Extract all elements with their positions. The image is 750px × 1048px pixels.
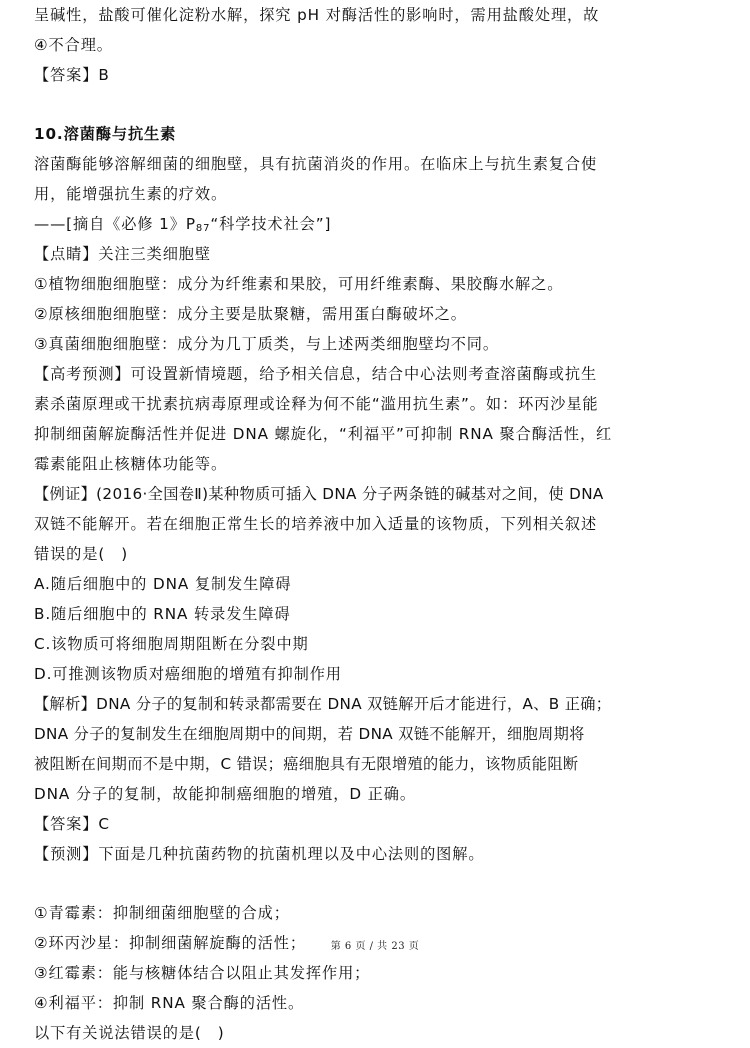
text-line: 霉素能阻止核糖体功能等。 — [34, 455, 228, 473]
option-d: D.可推测该物质对癌细胞的增殖有抑制作用 — [34, 665, 342, 683]
list-item: ①青霉素：抑制细菌细胞壁的合成； — [34, 904, 290, 922]
text-line: ①植物细胞细胞壁：成分为纤维素和果胶，可用纤维素酶、果胶酶水解之。 — [34, 275, 564, 293]
text-line: 素杀菌原理或干扰素抗病毒原理或诠释为何不能“滥用抗生素”。如：环丙沙星能 — [34, 395, 599, 413]
page-footer: 第 6 页 / 共 23 页 — [330, 941, 420, 952]
citation-line — [34, 209, 726, 239]
list-item: ②环丙沙星：抑制细菌解旋酶的活性； — [34, 934, 306, 952]
text-line: 被阻断在间期而不是中期，C 错误；癌细胞具有无限增殖的能力，该物质能阻断 — [34, 755, 579, 773]
citation-text: ——[摘自《必修 1》P — [34, 215, 196, 233]
text-line: 呈碱性，盐酸可催化淀粉水解，探究 pH 对酶活性的影响时，需用盐酸处理，故 — [34, 6, 600, 24]
text-line: ③真菌细胞细胞壁：成分为几丁质类，与上述两类细胞壁均不同。 — [34, 335, 499, 353]
text-line: 错误的是( ) — [34, 545, 129, 563]
text-line: 用，能增强抗生素的疗效。 — [34, 185, 228, 203]
text-line: 溶菌酶能够溶解细菌的细胞壁，具有抗菌消炎的作用。在临床上与抗生素复合使 — [34, 155, 598, 173]
section-heading: 10.溶菌酶与抗生素 — [34, 125, 177, 143]
answer-line: 【答案】C — [34, 815, 110, 833]
text-line: 【解析】DNA 分子的复制和转录都需要在 DNA 双链解开后才能进行，A、B 正确； — [34, 695, 612, 713]
list-item: ③红霉素：能与核糖体结合以阻止其发挥作用； — [34, 964, 371, 982]
text-line: DNA 分子的复制，故能抑制癌细胞的增殖，D 正确。 — [34, 785, 416, 803]
text-line: ②原核细胞细胞壁：成分主要是肽聚糖，需用蛋白酶破坏之。 — [34, 305, 467, 323]
text-line: 以下有关说法错误的是( ) — [34, 1024, 225, 1042]
text-line: 【点睛】关注三类细胞壁 — [34, 245, 211, 263]
answer-line: 【答案】B — [34, 66, 110, 84]
option-b: B.随后细胞中的 RNA 转录发生障碍 — [34, 605, 291, 623]
option-c: C.该物质可将细胞周期阻断在分裂中期 — [34, 635, 309, 653]
citation-page-subscript: 87 — [195, 223, 211, 234]
text-line: 【高考预测】可设置新情境题，给予相关信息，结合中心法则考查溶菌酶或抗生 — [34, 365, 598, 383]
text-line: 【例证】(2016·全国卷Ⅱ)某种物质可插入 DNA 分子两条链的碱基对之间，使 DNA — [34, 485, 604, 503]
citation-text-end: “科学技术社会”] — [210, 215, 332, 233]
text-line: 双链不能解开。若在细胞正常生长的培养液中加入适量的该物质，下列相关叙述 — [34, 515, 598, 533]
text-line: DNA 分子的复制发生在细胞周期中的间期，若 DNA 双链不能解开，细胞周期将 — [34, 725, 585, 743]
text-line: 【预测】下面是几种抗菌药物的抗菌机理以及中心法则的图解。 — [34, 845, 485, 863]
list-item: ④利福平：抑制 RNA 聚合酶的活性。 — [34, 994, 305, 1012]
option-a: A.随后细胞中的 DNA 复制发生障碍 — [34, 575, 292, 593]
text-line: ④不合理。 — [34, 36, 113, 54]
text-line: 抑制细菌解旋酶活性并促进 DNA 螺旋化，“利福平”可抑制 RNA 聚合酶活性，红 — [34, 425, 613, 443]
